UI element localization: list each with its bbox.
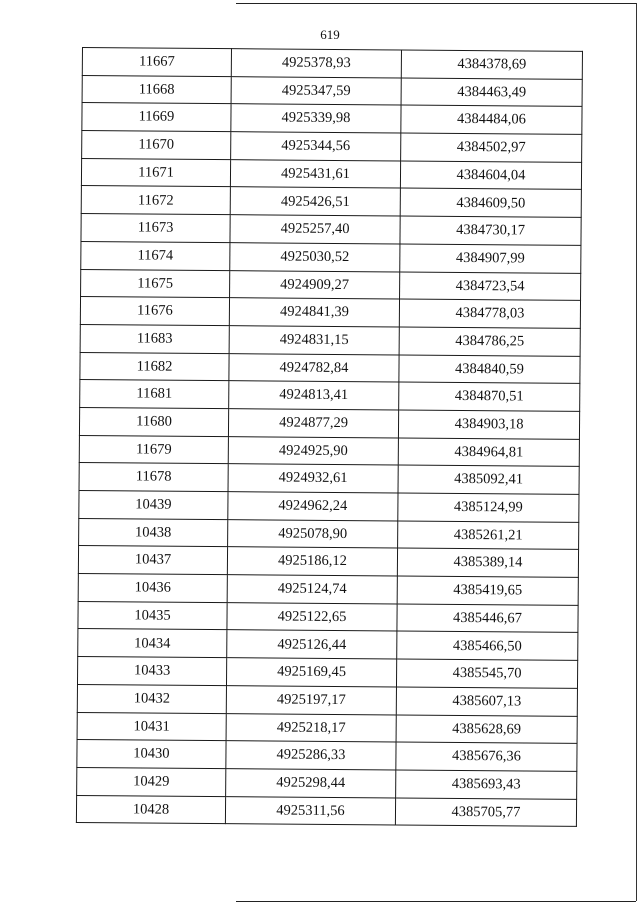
point-number-cell: 11667 [82, 48, 231, 77]
y-coordinate-cell: 4384786,25 [399, 327, 580, 356]
y-coordinate-cell: 4385389,14 [397, 548, 578, 577]
point-number-cell: 11679 [79, 435, 228, 464]
x-coordinate-cell: 4924909,27 [230, 270, 400, 299]
point-number-cell: 11676 [80, 297, 229, 326]
y-coordinate-cell: 4385092,41 [398, 465, 579, 494]
table-row [77, 684, 577, 716]
point-number-cell: 11673 [81, 214, 230, 243]
x-coordinate-cell: 4925078,90 [228, 519, 398, 548]
x-coordinate-cell: 4924925,90 [228, 436, 398, 465]
x-coordinate-cell: 4924831,15 [229, 326, 399, 355]
table-row [78, 629, 578, 661]
point-number-cell: 11671 [81, 158, 230, 187]
table-row [79, 407, 579, 439]
table-row [79, 490, 579, 522]
x-coordinate-cell: 4925286,33 [226, 741, 396, 770]
point-number-cell: 11674 [81, 241, 230, 270]
point-number-cell: 10431 [77, 712, 226, 741]
x-coordinate-cell: 4924932,61 [228, 464, 398, 493]
y-coordinate-cell: 4384484,06 [401, 105, 582, 134]
table-row [77, 712, 577, 744]
point-number-cell: 10437 [78, 546, 227, 575]
point-number-cell: 11675 [81, 269, 230, 298]
point-number-cell: 10430 [77, 740, 226, 769]
y-coordinate-cell: 4385261,21 [398, 521, 579, 550]
table-row [77, 767, 577, 799]
x-coordinate-cell: 4924841,39 [229, 298, 399, 327]
x-coordinate-cell: 4924962,24 [228, 492, 398, 521]
point-number-cell: 10435 [78, 601, 227, 630]
point-number-cell: 11680 [79, 407, 228, 436]
point-number-cell: 11669 [82, 103, 231, 132]
y-coordinate-cell: 4385419,65 [397, 576, 578, 605]
table-row [79, 463, 579, 495]
x-coordinate-cell: 4925426,51 [230, 187, 400, 216]
point-number-cell: 11672 [81, 186, 230, 215]
y-coordinate-cell: 4384778,03 [399, 299, 580, 328]
point-number-cell: 10432 [77, 684, 226, 713]
x-coordinate-cell: 4925431,61 [230, 159, 400, 188]
table-row [80, 352, 580, 384]
x-coordinate-cell: 4925257,40 [230, 215, 400, 244]
x-coordinate-cell: 4925298,44 [226, 769, 396, 798]
table-row [80, 324, 580, 356]
y-coordinate-cell: 4385124,99 [398, 493, 579, 522]
x-coordinate-cell: 4924877,29 [228, 409, 398, 438]
y-coordinate-cell: 4384870,51 [399, 382, 580, 411]
y-coordinate-cell: 4385676,36 [396, 742, 577, 771]
table-row [78, 546, 578, 578]
y-coordinate-cell: 4384964,81 [398, 438, 579, 467]
table-row [82, 75, 582, 107]
point-number-cell: 11681 [80, 380, 229, 409]
x-coordinate-cell: 4925378,93 [231, 49, 401, 78]
y-coordinate-cell: 4384378,69 [401, 50, 582, 79]
point-number-cell: 11678 [79, 463, 228, 492]
y-coordinate-cell: 4384609,50 [400, 188, 581, 217]
point-number-cell: 10428 [76, 795, 225, 824]
point-number-cell: 10438 [79, 518, 228, 547]
x-coordinate-cell: 4925186,12 [227, 547, 397, 576]
table-row [77, 657, 577, 689]
x-coordinate-cell: 4925311,56 [225, 796, 395, 825]
page-number: 619 [320, 27, 340, 42]
table-row [82, 103, 582, 135]
top-edge-line [236, 3, 636, 4]
table-row [77, 740, 577, 772]
table-body [76, 48, 582, 827]
y-coordinate-cell: 4385628,69 [396, 714, 577, 743]
y-coordinate-cell: 4385607,13 [396, 687, 577, 716]
table-row [81, 269, 581, 301]
point-number-cell: 11683 [80, 324, 229, 353]
right-edge-line [636, 3, 637, 901]
x-coordinate-cell: 4925197,17 [226, 685, 396, 714]
x-coordinate-cell: 4925126,44 [227, 630, 397, 659]
table-row [81, 241, 581, 273]
x-coordinate-cell: 4925344,56 [231, 132, 401, 161]
y-coordinate-cell: 4384907,99 [400, 244, 581, 273]
y-coordinate-cell: 4384730,17 [400, 216, 581, 245]
table-row [80, 297, 580, 329]
point-number-cell: 10439 [79, 490, 228, 519]
table-row [81, 214, 581, 246]
table-row [82, 48, 582, 80]
y-coordinate-cell: 4384463,49 [401, 78, 582, 107]
table-row [79, 518, 579, 550]
y-coordinate-cell: 4385545,70 [396, 659, 577, 688]
y-coordinate-cell: 4385466,50 [397, 631, 578, 660]
y-coordinate-cell: 4385446,67 [397, 604, 578, 633]
y-coordinate-cell: 4384604,04 [400, 161, 581, 190]
y-coordinate-cell: 4385693,43 [396, 770, 577, 799]
y-coordinate-cell: 4384903,18 [398, 410, 579, 439]
x-coordinate-cell: 4924782,84 [229, 353, 399, 382]
table-row [80, 380, 580, 412]
x-coordinate-cell: 4925218,17 [226, 713, 396, 742]
point-number-cell: 10429 [77, 767, 226, 796]
point-number-cell: 11682 [80, 352, 229, 381]
table-row [76, 795, 576, 827]
point-number-cell: 11670 [82, 131, 231, 160]
table-row [81, 158, 581, 190]
table-row [82, 131, 582, 163]
point-number-cell: 10433 [77, 657, 226, 686]
table-row [78, 601, 578, 633]
table-row [78, 574, 578, 606]
bottom-edge-line [236, 901, 636, 902]
x-coordinate-cell: 4925169,45 [226, 658, 396, 687]
x-coordinate-cell: 4925122,65 [227, 602, 397, 631]
y-coordinate-cell: 4385705,77 [395, 798, 576, 827]
y-coordinate-cell: 4384502,97 [401, 133, 582, 162]
x-coordinate-cell: 4924813,41 [229, 381, 399, 410]
x-coordinate-cell: 4925347,59 [231, 76, 401, 105]
y-coordinate-cell: 4384723,54 [400, 272, 581, 301]
x-coordinate-cell: 4925030,52 [230, 242, 400, 271]
point-number-cell: 10436 [78, 574, 227, 603]
point-number-cell: 10434 [78, 629, 227, 658]
table-row [81, 186, 581, 218]
point-number-cell: 11668 [82, 75, 231, 104]
y-coordinate-cell: 4384840,59 [399, 355, 580, 384]
x-coordinate-cell: 4925124,74 [227, 575, 397, 604]
x-coordinate-cell: 4925339,98 [231, 104, 401, 133]
coordinates-table [76, 47, 583, 827]
table-row [79, 435, 579, 467]
